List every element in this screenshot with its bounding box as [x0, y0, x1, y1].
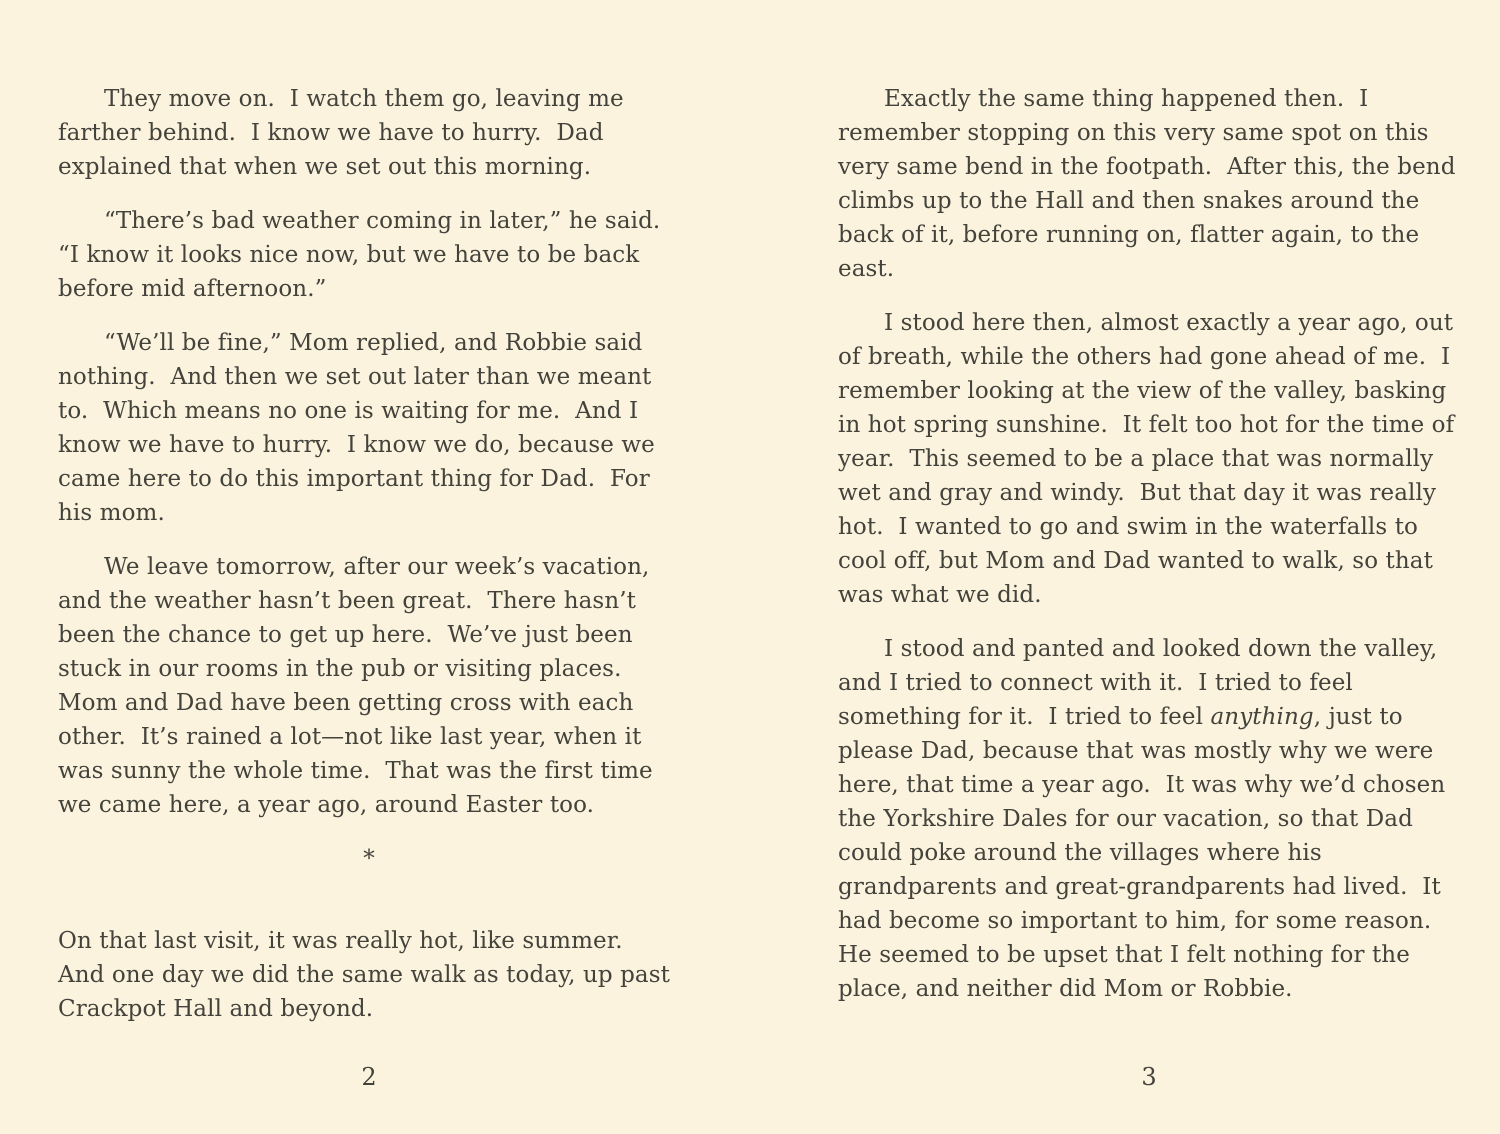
paragraph: “We’ll be fine,” Mom replied, and Robbie said nothing. And then we set out later than we meant to. Which means no one is waiting for me. And I know we have to hurry. I know we do, because we came here to do this important thing for Dad. For his mom. — [58, 330, 663, 526]
page-left — [58, 82, 680, 1046]
page-number-right: 3 — [1141, 1063, 1157, 1091]
emphasized-word: anything — [1210, 704, 1314, 730]
paragraph: Exactly the same thing happened then. I remember stopping on this very same spot on this very same bend in the footpath. After this, the bend climbs up to the Hall and then snakes around the back of it, before running on, flatter again, to the east. — [838, 86, 1463, 282]
section-separator: * — [363, 846, 375, 872]
paragraph: They move on. I watch them go, leaving me farther behind. I know we have to hurry. Dad explained that when we set out this morning. — [58, 86, 632, 180]
paragraph: On that last visit, it was really hot, like summer. And one day we did the same walk as today, up past Crackpot Hall and beyond. — [58, 928, 678, 1022]
paragraph — [838, 632, 1460, 1006]
paragraph: I stood here then, almost exactly a year ago, out of breath, while the others had gone ahead of me. I remember looking at the view of the valley, basking in hot spring sunshine. It felt too hot for the time of year. This seemed to be a place that was normally wet and gray and windy. But that day it was really hot. I wanted to go and swim in the waterfalls to cool off, but Mom and Dad wanted to walk, so that was what we did. — [838, 310, 1462, 608]
paragraph-text: , just to please Dad, because that was mostly why we were here, that time a year ago. It was why we’d chosen the Yorkshire Dales for our vacation, so that Dad could poke around the villages where his grandparents and great-grandparents had lived. It had become so important to him, for some reason. He seemed to be upset that I felt nothing for the place, and neither did Mom or Robbie. — [838, 704, 1453, 1002]
paragraph: We leave tomorrow, after our week’s vacation, and the weather hasn’t been great. There hasn’t been the chance to get up here. We’ve just been stuck in our rooms in the pub or visiting places. Mom and Dad have been getting cross with each other. It’s rained a lot—not like last year, when it was sunny the whole time. That was the first time we came here, a year ago, around Easter too. — [58, 554, 661, 818]
page-right — [838, 82, 1463, 1026]
page-number-left: 2 — [361, 1063, 377, 1091]
paragraph-text: I stood and panted and looked down the valley, and I tried to connect with it. I tried to feel something for it. I tried to feel — [838, 636, 1445, 730]
paragraph: “There’s bad weather coming in later,” he said. “I know it looks nice now, but we have to be back before mid afternoon.” — [58, 208, 676, 302]
